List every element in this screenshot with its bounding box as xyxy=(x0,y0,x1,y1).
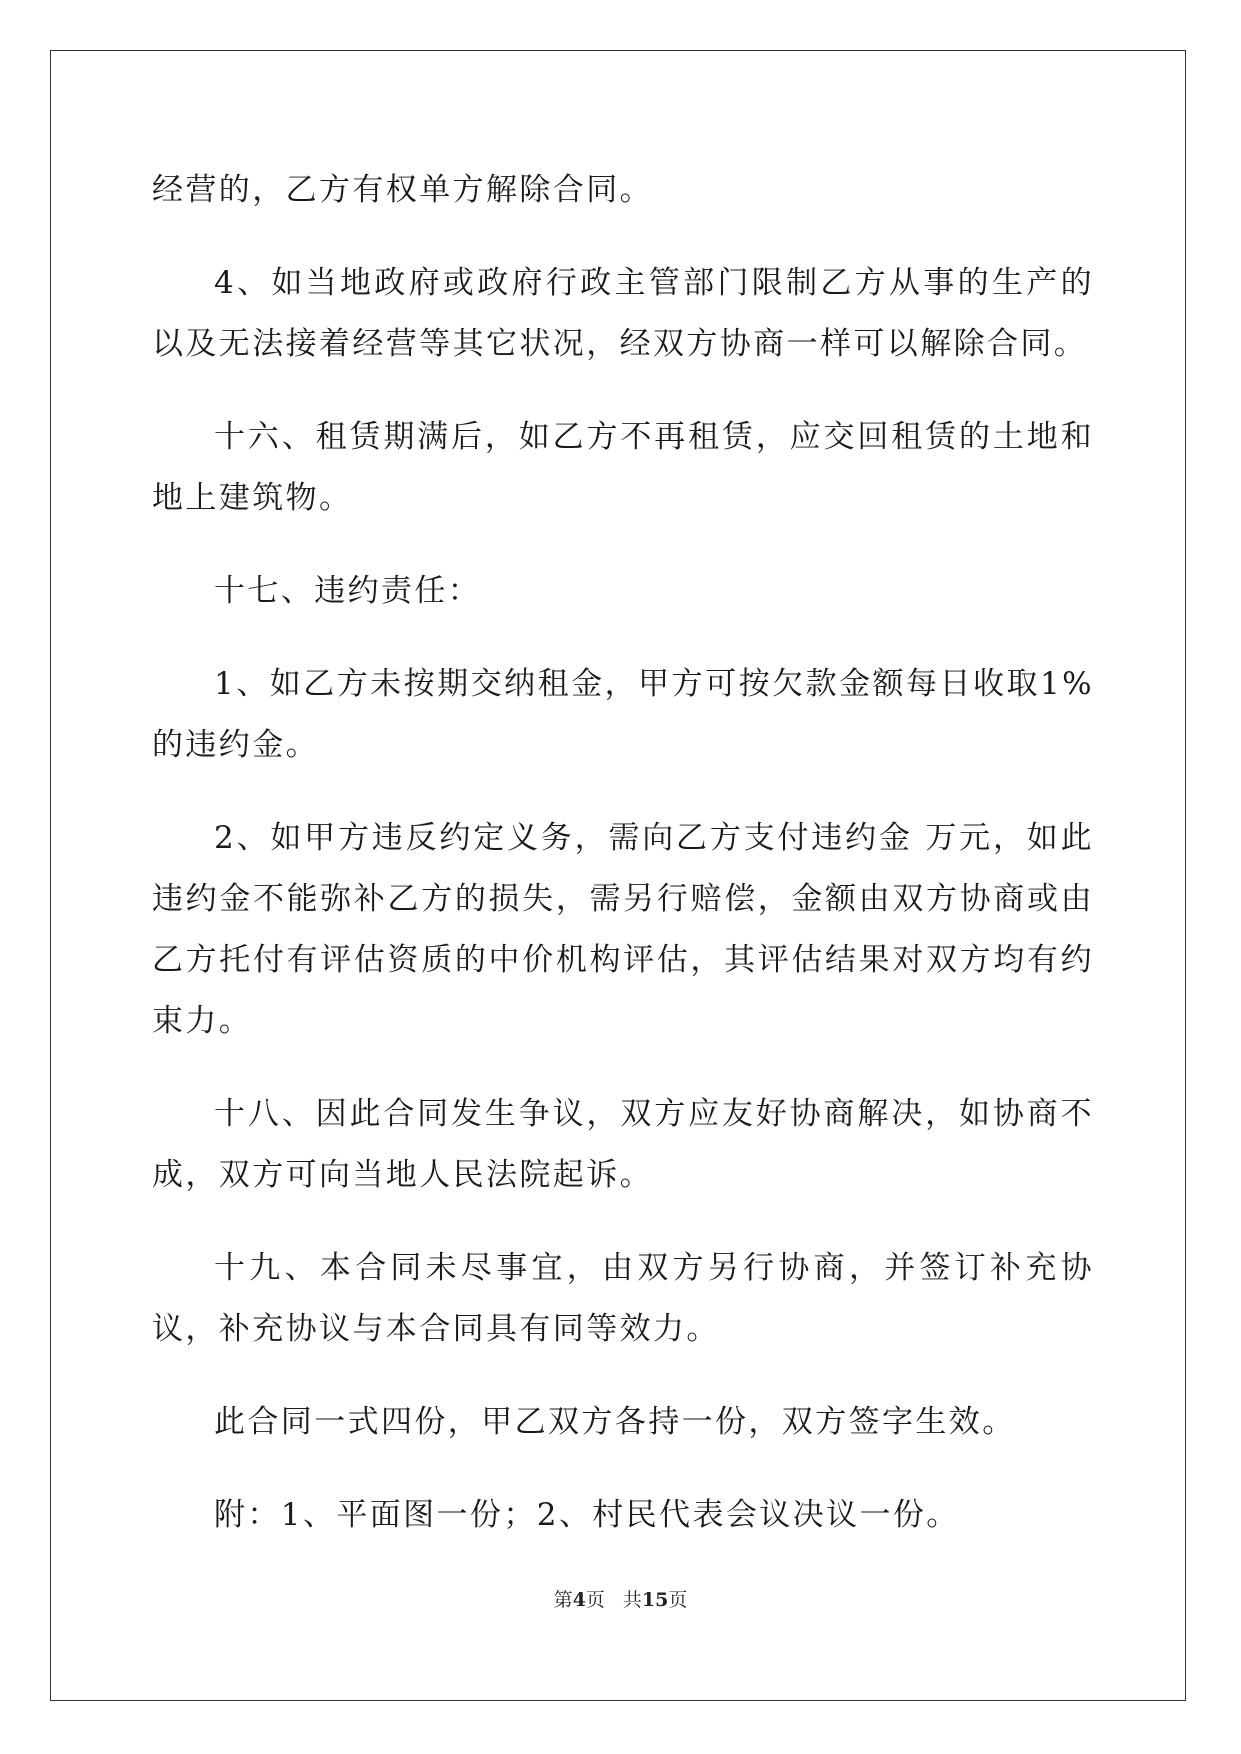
page-number: 4 xyxy=(572,1589,586,1611)
paragraph-1: 经营的，乙方有权单方解除合同。 xyxy=(152,172,653,208)
paragraph-8: 十九、本合同未尽事宜，由双方另行协商，并签订补充协议，补充协议与本合同具有同等效力。 xyxy=(152,1250,1094,1347)
page-suffix: 页 xyxy=(585,1589,605,1611)
total-suffix: 页 xyxy=(668,1589,688,1611)
document-body xyxy=(152,160,1094,1546)
paragraph-5: 1、如乙方未按期交纳租金，甲方可按欠款金额每日收取1%的违约金。 xyxy=(152,666,1094,763)
paragraph-2: 4、如当地政府或政府行政主管部门限制乙方从事的生产的以及无法接着经营等其它状况，经双方协商一样可以解除合同。 xyxy=(152,265,1094,362)
paragraph-7: 十八、因此合同发生争议，双方应友好协商解决，如协商不成，双方可向当地人民法院起诉。 xyxy=(152,1096,1094,1193)
paragraph-9: 此合同一式四份，甲乙双方各持一份，双方签字生效。 xyxy=(214,1404,1016,1440)
paragraph-4: 十七、违约责任： xyxy=(214,573,482,609)
total-pages: 15 xyxy=(641,1589,669,1611)
paragraph-6: 2、如甲方违反约定义务，需向乙方支付违约金 万元，如此违约金不能弥补乙方的损失，需另行赔偿，金额由双方协商或由乙方托付有评估资质的中价机构评估，其评估结果对双方均有约束力。 xyxy=(152,820,1094,1039)
page-footer xyxy=(0,1588,1241,1612)
paragraph-10: 附：1、平面图一份；2、村民代表会议决议一份。 xyxy=(214,1497,960,1533)
total-prefix: 共 xyxy=(622,1589,642,1611)
paragraph-3: 十六、租赁期满后，如乙方不再租赁，应交回租赁的土地和地上建筑物。 xyxy=(152,419,1094,516)
page-prefix: 第 xyxy=(553,1589,573,1611)
